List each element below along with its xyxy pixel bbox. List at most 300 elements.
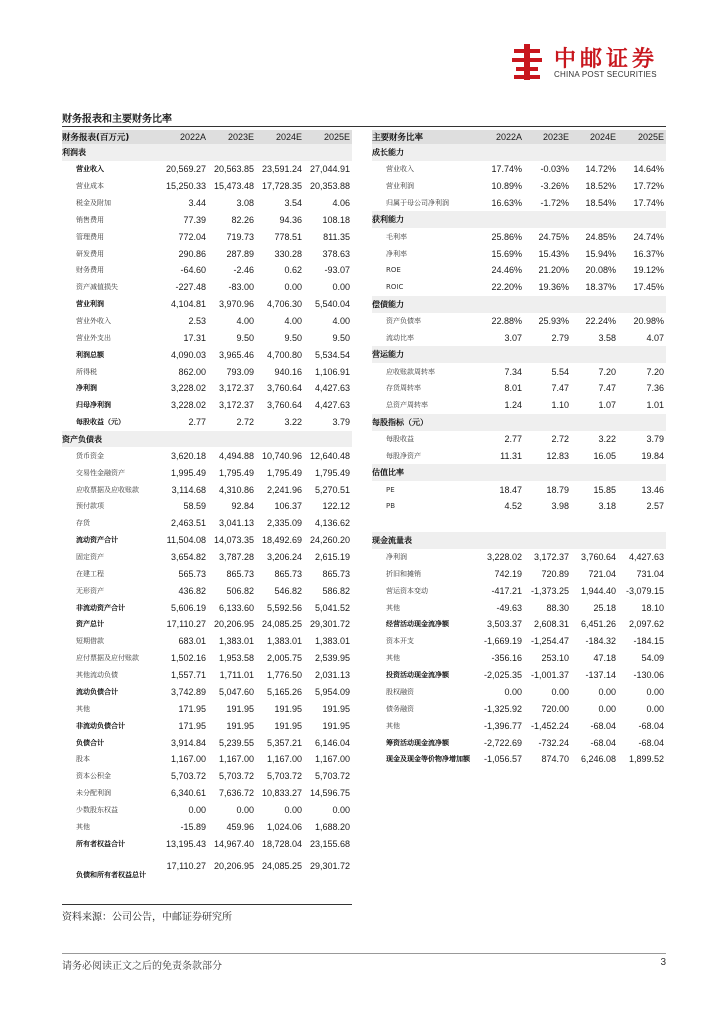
row-value: 14,596.75 — [309, 788, 350, 799]
row-value: 3,503.37 — [486, 619, 522, 630]
row-value: 1,106.91 — [314, 366, 350, 377]
table-row — [372, 481, 666, 498]
row-value: -64.60 — [180, 265, 206, 276]
row-label: 非流动资产合计 — [76, 603, 125, 612]
table-row — [62, 852, 352, 880]
row-value: 0.00 — [551, 686, 569, 697]
row-value: 0.00 — [332, 804, 350, 815]
row-value: 5,703.72 — [170, 771, 206, 782]
row-value: 1,995.49 — [170, 467, 206, 478]
row-value: -1.72% — [540, 198, 569, 208]
row-value: 683.01 — [178, 636, 206, 647]
table-row — [62, 262, 352, 279]
row-value: 290.86 — [178, 248, 206, 259]
row-value: 865.73 — [274, 568, 302, 579]
table-row — [62, 667, 352, 684]
header-year: 2025E — [304, 130, 352, 144]
row-label: 营业利润 — [76, 300, 104, 309]
row-value: 13,195.43 — [165, 838, 206, 849]
row-value: 874.70 — [541, 754, 569, 765]
row-value: 3,114.68 — [171, 484, 206, 495]
row-value: 5,606.19 — [170, 602, 206, 613]
table-row — [62, 481, 352, 498]
row-label: ROIC — [386, 283, 404, 292]
row-value: 20,563.85 — [213, 164, 254, 175]
row-label: 净利润 — [76, 384, 97, 393]
row-value: 11,504.08 — [166, 535, 206, 546]
row-value: 29,301.72 — [309, 619, 350, 630]
row-label: 销售费用 — [76, 215, 104, 224]
row-value: 92.84 — [231, 501, 254, 512]
row-value: 5,540.04 — [314, 299, 350, 310]
row-value: 23,591.24 — [261, 164, 302, 175]
row-value: -1,669.19 — [483, 636, 522, 647]
row-value: 191.95 — [274, 703, 302, 714]
row-value: 24.74% — [633, 231, 664, 242]
row-value: 2.77 — [188, 417, 206, 428]
row-value: 2,241.96 — [266, 484, 302, 495]
row-value: -732.24 — [538, 737, 569, 748]
row-value: -2,722.69 — [483, 737, 522, 748]
section-row — [372, 296, 666, 313]
row-value: 0.00 — [646, 703, 664, 714]
row-label: 固定资产 — [76, 553, 104, 562]
row-value: 19.12% — [633, 265, 664, 276]
company-logo — [512, 40, 672, 84]
row-value: 17.31 — [183, 332, 206, 343]
row-value — [618, 211, 666, 228]
table-row — [62, 700, 352, 717]
row-value: 20,569.27 — [165, 164, 206, 175]
table-row — [62, 161, 352, 178]
row-value: 4,136.62 — [314, 518, 350, 529]
row-value: 4,700.80 — [266, 349, 302, 360]
row-value — [571, 515, 618, 532]
row-value: 15.69% — [491, 248, 522, 259]
row-value: 1.07 — [598, 400, 616, 411]
table-row — [372, 329, 666, 346]
row-label: PE — [386, 485, 395, 494]
row-value: -227.48 — [175, 282, 206, 293]
table-row — [372, 515, 666, 532]
row-value: 3,228.02 — [486, 552, 522, 563]
row-value: -184.32 — [585, 636, 616, 647]
row-value: 3,654.82 — [170, 552, 206, 563]
row-value: 1,383.01 — [314, 636, 350, 647]
row-label: 债务融资 — [386, 704, 414, 713]
row-value: 25.18 — [593, 602, 616, 613]
table-row — [62, 565, 352, 582]
row-value — [476, 464, 524, 481]
row-value — [158, 431, 208, 448]
section-label: 估值比率 — [372, 464, 476, 481]
row-value: 24.46% — [491, 265, 522, 276]
china-post-logo-icon — [512, 44, 542, 80]
row-label: 营业收入 — [76, 165, 104, 174]
row-label: 流动资产合计 — [76, 536, 118, 545]
row-value: 3,742.89 — [170, 686, 206, 697]
row-value: 3,965.46 — [218, 349, 254, 360]
row-value: 3,041.13 — [218, 518, 254, 529]
row-value: -83.00 — [228, 282, 254, 293]
row-label: 负债合计 — [76, 738, 104, 747]
section-row — [62, 431, 352, 448]
row-label: 其他 — [386, 603, 400, 612]
row-label: 资本公积金 — [76, 772, 111, 781]
row-value: 5,954.09 — [314, 686, 350, 697]
row-value: -1,325.92 — [483, 703, 522, 714]
table-row — [372, 734, 666, 751]
row-label: 净利率 — [386, 249, 407, 258]
row-label: 无形资产 — [76, 586, 104, 595]
row-value — [476, 211, 524, 228]
row-value: 15.43% — [538, 248, 569, 259]
row-value: 5,703.72 — [314, 771, 350, 782]
row-value: 3,172.37 — [218, 400, 254, 411]
row-value: -0.03% — [540, 164, 569, 175]
row-label: 在建工程 — [76, 569, 104, 578]
row-value: 18.47 — [499, 484, 522, 495]
row-label: 营业收入 — [386, 165, 414, 174]
row-value: 24.85% — [585, 231, 616, 242]
row-label: 未分配利润 — [76, 789, 111, 798]
data-source-note: 资料来源：公司公告，中邮证券研究所 — [62, 912, 232, 923]
row-value: 720.00 — [541, 703, 569, 714]
section-row — [372, 464, 666, 481]
table-row — [372, 498, 666, 515]
row-value: 17.45% — [633, 282, 664, 293]
row-value: 2,097.62 — [628, 619, 664, 630]
table-row — [62, 616, 352, 633]
row-value: 108.18 — [322, 214, 350, 225]
row-value — [524, 515, 571, 532]
row-value: 5,270.51 — [314, 484, 350, 495]
row-value — [256, 431, 304, 448]
row-label: 经营活动现金流净额 — [386, 620, 449, 629]
disclaimer-footer: 请务必阅读正文之后的免责条款部分 — [62, 961, 222, 972]
row-value: 6,451.26 — [580, 619, 616, 630]
row-value: 1,167.00 — [266, 754, 302, 765]
table-bottom-divider — [62, 904, 352, 905]
row-value: 191.95 — [322, 720, 350, 731]
table-row — [62, 380, 352, 397]
table-row — [62, 228, 352, 245]
row-value: 3,760.64 — [580, 552, 616, 563]
header-year: 2023E — [208, 130, 256, 144]
row-value: 6,146.04 — [314, 737, 350, 748]
section-row — [372, 346, 666, 363]
row-value: 12,640.48 — [309, 450, 350, 461]
row-value: 4,494.88 — [218, 450, 254, 461]
row-value: 0.00 — [284, 804, 302, 815]
row-value: 940.16 — [274, 366, 302, 377]
row-value: 94.36 — [279, 214, 302, 225]
row-value: 16.63% — [491, 198, 522, 208]
row-label: 每股净资产 — [386, 451, 421, 460]
row-value: -184.15 — [633, 636, 664, 647]
footer-divider — [62, 953, 666, 954]
row-value: 4,104.81 — [170, 299, 206, 310]
row-value: -1,001.37 — [530, 670, 569, 681]
row-value: 720.89 — [541, 568, 569, 579]
row-label: 总资产周转率 — [386, 401, 428, 410]
row-value: 5,592.56 — [266, 602, 302, 613]
row-label: 毛利率 — [386, 232, 407, 241]
row-value: 15.85 — [593, 484, 616, 495]
header-label: 财务报表(百万元) — [62, 130, 158, 144]
row-label: 财务费用 — [76, 266, 104, 275]
table-row — [372, 616, 666, 633]
row-value: 14.64% — [633, 164, 664, 175]
section-row — [372, 144, 666, 161]
table-row — [372, 195, 666, 212]
row-value: 2.57 — [646, 501, 664, 512]
row-value: 20.98% — [633, 316, 664, 327]
table-row — [62, 599, 352, 616]
row-label: 存货周转率 — [386, 384, 421, 393]
table-row — [372, 650, 666, 667]
row-value: 772.04 — [178, 231, 206, 242]
row-value: 17.74% — [491, 164, 522, 175]
row-value: 22.24% — [585, 316, 616, 327]
row-label: 现金及现金等价物净增加额 — [386, 755, 470, 764]
row-value — [524, 414, 571, 431]
section-label: 每股指标（元） — [372, 414, 476, 431]
table-row — [372, 161, 666, 178]
row-value — [524, 296, 571, 313]
row-label: 货币资金 — [76, 451, 104, 460]
row-value: 1.24 — [504, 400, 522, 411]
row-value: 2.53 — [188, 316, 206, 327]
row-label: 每股收益 — [386, 435, 414, 444]
row-value: 4.07 — [646, 332, 664, 343]
row-value: -1,254.47 — [530, 636, 569, 647]
row-label: 流动比率 — [386, 333, 414, 342]
row-value: 21.20% — [538, 265, 569, 276]
table-row — [62, 515, 352, 532]
row-value: 4.00 — [236, 316, 254, 327]
row-value: 3,914.84 — [170, 737, 206, 748]
row-value: 6,246.08 — [580, 754, 616, 765]
table-row — [62, 734, 352, 751]
row-value: 778.51 — [274, 231, 302, 242]
table-row — [372, 245, 666, 262]
section-label: 营运能力 — [372, 346, 476, 363]
row-value: 0.00 — [598, 703, 616, 714]
header-year: 2024E — [256, 130, 304, 144]
table-row — [372, 751, 666, 768]
section-label: 成长能力 — [372, 144, 476, 161]
row-label: 流动负债合计 — [76, 687, 118, 696]
table-row — [62, 178, 352, 195]
row-value: 2,615.19 — [314, 552, 350, 563]
row-value: 16.05 — [593, 450, 616, 461]
row-value: 3.79 — [332, 417, 350, 428]
row-value: 546.82 — [274, 585, 302, 596]
row-value: -130.06 — [633, 670, 664, 681]
row-value: 2.72 — [551, 434, 569, 445]
row-value: 1,795.49 — [218, 467, 254, 478]
row-value — [618, 464, 666, 481]
row-label: 资本开支 — [386, 637, 414, 646]
row-value: 3,228.02 — [170, 383, 206, 394]
row-value: 7,636.72 — [218, 788, 254, 799]
row-label: 应付票据及应付账款 — [76, 654, 139, 663]
row-value: 811.35 — [323, 231, 350, 242]
row-value: 6,340.61 — [170, 788, 206, 799]
row-value — [571, 144, 618, 161]
row-value: -2,025.35 — [483, 670, 522, 681]
row-value: 171.95 — [178, 703, 206, 714]
row-label: 其他流动负债 — [76, 671, 118, 680]
row-value: 18.54% — [585, 198, 616, 208]
row-value: 0.00 — [598, 686, 616, 697]
row-value: 1,795.49 — [314, 467, 350, 478]
header-label: 主要财务比率 — [372, 130, 476, 144]
row-value: 1,899.52 — [628, 754, 664, 765]
row-value: 191.95 — [226, 720, 254, 731]
row-value — [476, 346, 524, 363]
row-value: 18.52% — [585, 181, 616, 192]
row-value: 3,172.37 — [533, 552, 569, 563]
row-value: 82.26 — [231, 214, 254, 225]
row-value — [208, 144, 256, 161]
financial-ratios-table — [372, 130, 666, 768]
row-label: 投资活动现金流净额 — [386, 671, 449, 680]
row-value: -1,396.77 — [483, 720, 522, 731]
row-label: 短期借款 — [76, 637, 104, 646]
row-value: 4.00 — [284, 316, 302, 327]
row-value: 18,492.69 — [261, 535, 302, 546]
row-value: 742.19 — [494, 568, 522, 579]
table-row — [62, 245, 352, 262]
row-value: 3.79 — [646, 434, 664, 445]
row-value: 122.12 — [322, 501, 350, 512]
logo-text-en: CHINA POST SECURITIES — [554, 70, 657, 79]
row-value — [208, 431, 256, 448]
table-header-row — [372, 130, 666, 144]
row-value: -68.04 — [638, 737, 664, 748]
table-row — [372, 700, 666, 717]
table-row — [372, 431, 666, 448]
row-value: 7.47 — [551, 383, 569, 394]
row-value: 0.00 — [332, 282, 350, 293]
row-value: 20,206.95 — [213, 861, 254, 872]
row-value — [304, 144, 352, 161]
table-row — [62, 363, 352, 380]
row-value — [618, 144, 666, 161]
logo-text-cn: 中邮证券 — [554, 47, 659, 72]
row-label: 应收账款周转率 — [386, 367, 435, 376]
row-value: 15,250.33 — [165, 181, 206, 192]
row-value: 2,539.95 — [314, 653, 350, 664]
table-row — [62, 464, 352, 481]
row-value: 14,073.35 — [213, 535, 254, 546]
row-value: 24,085.25 — [261, 619, 302, 630]
row-value: 5,239.55 — [218, 737, 254, 748]
table-row — [372, 397, 666, 414]
row-value: 10.89% — [491, 181, 522, 192]
table-row — [62, 532, 352, 549]
row-value: 2.77 — [504, 434, 522, 445]
row-value — [256, 144, 304, 161]
row-value: 18.10 — [641, 602, 664, 613]
row-value: 2,005.75 — [266, 653, 302, 664]
table-row — [62, 633, 352, 650]
row-value: 459.96 — [226, 821, 254, 832]
row-value: 17,110.27 — [166, 619, 206, 630]
row-value: 5,357.21 — [266, 737, 302, 748]
row-value — [571, 296, 618, 313]
row-value: 793.09 — [226, 366, 254, 377]
row-label: 营业成本 — [76, 182, 104, 191]
table-row — [372, 599, 666, 616]
row-value: 1,167.00 — [314, 754, 350, 765]
row-label: 归母净利润 — [76, 401, 111, 410]
table-header-row — [62, 130, 352, 144]
row-value: 54.09 — [641, 653, 664, 664]
row-value: 1,557.71 — [170, 670, 206, 681]
row-value: 1,167.00 — [170, 754, 206, 765]
row-label: PB — [386, 502, 396, 511]
row-label: 所得税 — [76, 367, 97, 376]
row-label: 少数股东权益 — [76, 805, 118, 814]
row-value: 1,502.16 — [170, 653, 206, 664]
row-label: 其他 — [76, 704, 90, 713]
row-value: 3,787.28 — [218, 552, 254, 563]
row-value: 4,427.63 — [628, 552, 664, 563]
row-value: 58.59 — [183, 501, 206, 512]
table-row — [62, 447, 352, 464]
row-value: 171.95 — [178, 720, 206, 731]
row-value: 4,310.86 — [218, 484, 254, 495]
row-value: 378.63 — [322, 248, 350, 259]
table-row — [62, 650, 352, 667]
row-value: 5,165.26 — [266, 686, 302, 697]
section-row — [372, 211, 666, 228]
section-row — [372, 414, 666, 431]
table-row — [62, 498, 352, 515]
row-value: 1,776.50 — [266, 670, 302, 681]
row-value: 5,534.54 — [314, 349, 350, 360]
table-row — [62, 313, 352, 330]
row-value: 719.73 — [226, 231, 254, 242]
row-value: 1,383.01 — [266, 636, 302, 647]
row-value: 5.54 — [551, 366, 569, 377]
table-row — [372, 582, 666, 599]
row-value: 253.10 — [541, 653, 569, 664]
row-value: 15.94% — [585, 248, 616, 259]
row-value: 19.36% — [538, 282, 569, 293]
row-label: 研发费用 — [76, 249, 104, 258]
row-value: 2,608.31 — [533, 619, 569, 630]
row-value: 3.22 — [598, 434, 616, 445]
row-value: 29,301.72 — [309, 861, 350, 872]
row-value: -1,056.57 — [483, 754, 522, 765]
row-value: 14,967.40 — [213, 838, 254, 849]
row-value: 2,463.51 — [170, 518, 206, 529]
row-label: 营业利润 — [386, 182, 414, 191]
row-value: 19.84 — [641, 450, 664, 461]
row-value: 24,085.25 — [261, 861, 302, 872]
table-row — [62, 684, 352, 701]
row-value — [571, 346, 618, 363]
row-value: 9.50 — [284, 332, 302, 343]
row-value: 506.82 — [226, 585, 254, 596]
row-value: 27,044.91 — [309, 164, 350, 175]
table-row — [62, 329, 352, 346]
row-label: 折旧和摊销 — [386, 569, 421, 578]
